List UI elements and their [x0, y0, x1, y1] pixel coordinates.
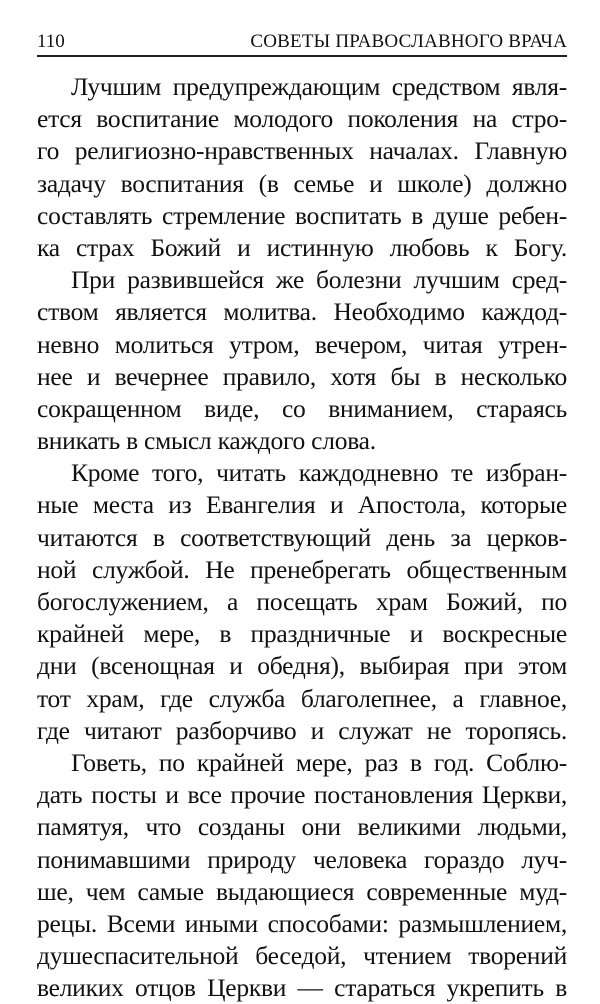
text-line: При развившейся же болезни лучшим сред-	[71, 265, 567, 295]
text-line: сокращенном виде, со вниманием, стараясь	[37, 393, 567, 423]
text-line: дать посты и все прочие постановления Церкви,	[37, 780, 567, 810]
page-number: 110	[37, 31, 65, 52]
header-rule	[37, 55, 567, 57]
text-line: памятуя, что созданы они великими людьми,	[37, 812, 567, 842]
body-text	[37, 71, 567, 1004]
text-line: ше, чем самые выдающиеся современные муд-	[37, 876, 567, 906]
text-line: богослужением, а посещать храм Божий, по	[37, 587, 567, 616]
paragraph	[37, 747, 567, 1004]
text-line: вникать в смысл каждого слова.	[37, 426, 376, 456]
running-title: СОВЕТЫ ПРАВОСЛАВНОГО ВРАЧА	[250, 31, 567, 52]
text-line: понимавшими природу человека гораздо луч-	[37, 844, 567, 874]
text-line: где читают разборчиво и служат не торопясь.	[37, 715, 567, 745]
paragraph	[37, 264, 567, 457]
text-line: ка страх Божий и истинную любовь к Богу.	[37, 232, 567, 262]
text-line: ной службой. Не пренебрегать общественным	[37, 554, 567, 584]
text-line: ется воспитание молодого поколения на стро-	[37, 104, 567, 134]
paragraph	[37, 457, 567, 747]
paragraph	[37, 71, 567, 264]
text-line: ные места из Евангелия и Апостола, которые	[37, 490, 567, 520]
text-line: го религиозно-нравственных началах. Главную	[37, 136, 567, 166]
text-line: нее и вечернее правило, хотя бы в несколько	[37, 361, 567, 391]
text-line: рецы. Всеми иными способами: размышлением,	[37, 908, 567, 938]
text-line: тот храм, где служба благолепнее, а главное,	[37, 683, 567, 713]
text-line: Говеть, по крайней мере, раз в год. Соблю-	[71, 747, 567, 777]
text-line: великих отцов Церкви — стараться укрепить в	[37, 973, 567, 1003]
text-line: задачу воспитания (в семье и школе) должно	[37, 168, 567, 198]
text-line: составлять стремление воспитать в душе ребен-	[37, 200, 567, 230]
text-line: читаются в соответствующий день за церков-	[37, 522, 567, 552]
running-header	[37, 27, 567, 53]
text-line: ством является молитва. Необходимо каждод-	[37, 297, 567, 327]
text-line: Лучшим предупреждающим средством явля-	[71, 72, 567, 101]
text-line: невно молиться утром, вечером, читая утрен-	[37, 329, 567, 359]
text-line: Кроме того, читать каждодневно те избран-	[71, 458, 567, 488]
text-line: душеспасительной беседой, чтением творений	[37, 941, 567, 971]
text-line: крайней мере, в праздничные и воскресные	[37, 619, 567, 649]
text-line: дни (всенощная и обедня), выбирая при этом	[37, 651, 567, 681]
